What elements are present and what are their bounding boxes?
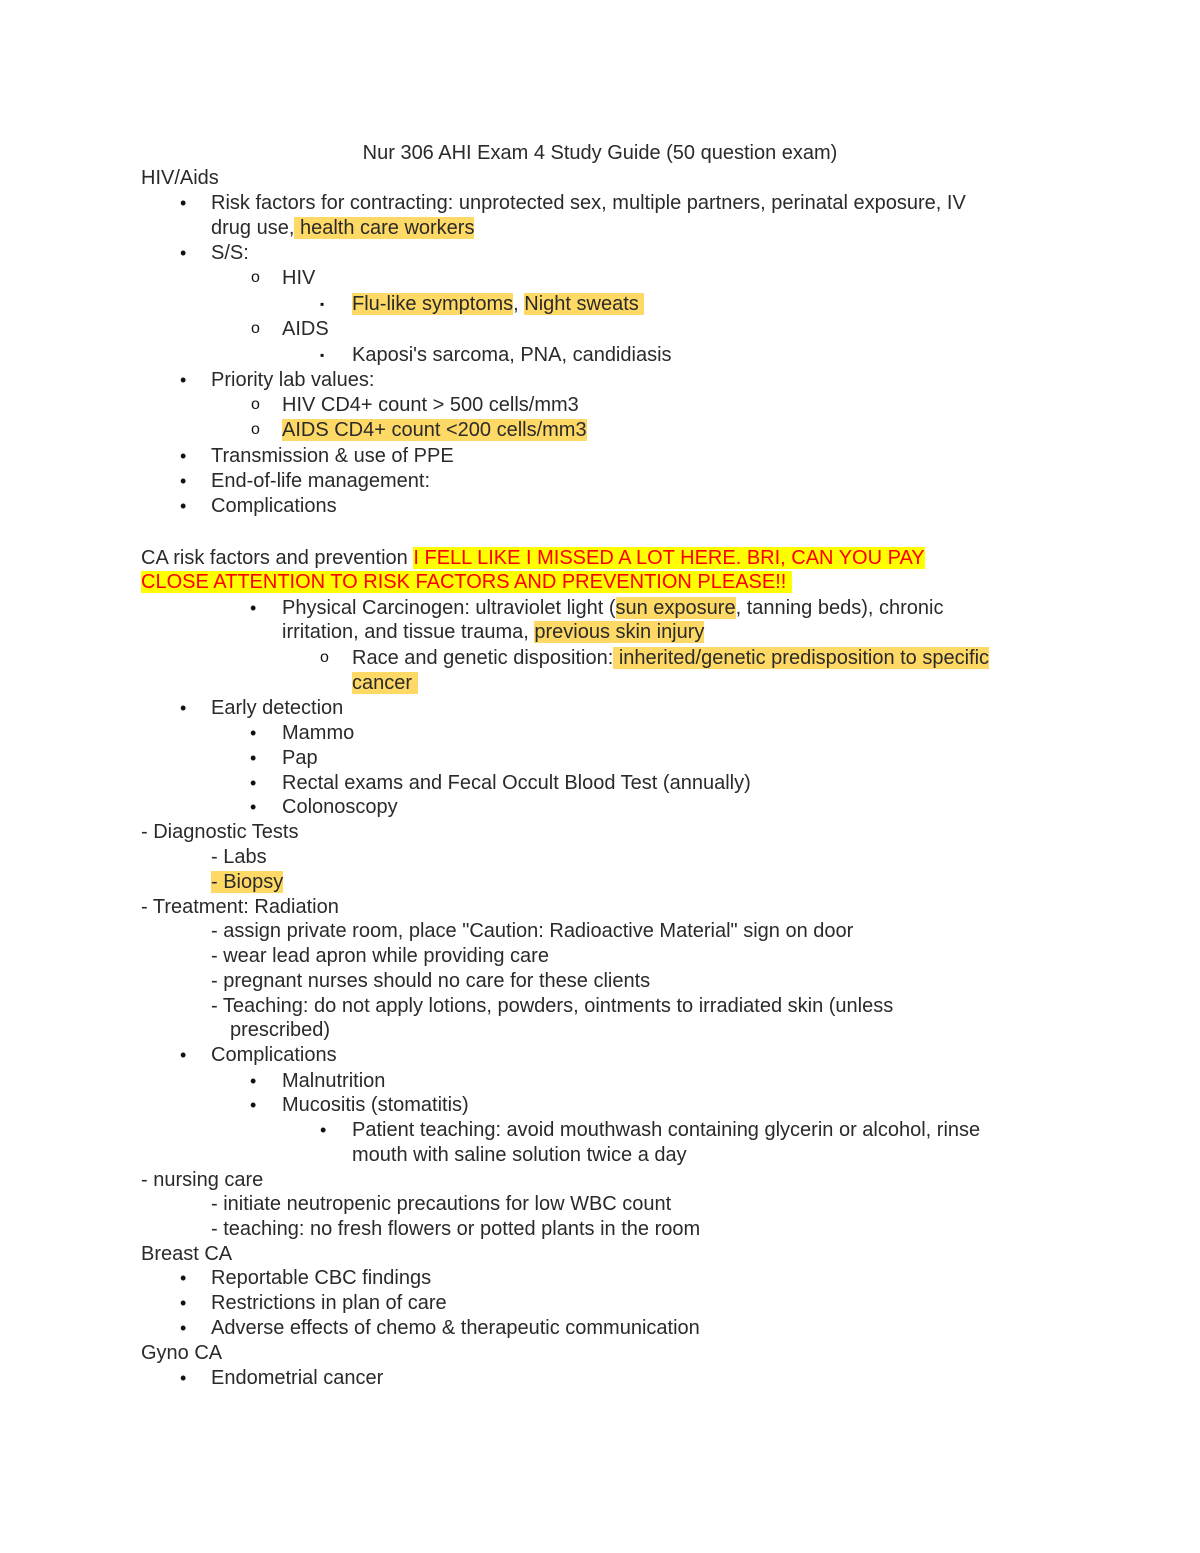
bullet-marker: • [250,723,257,743]
document-line [230,1018,330,1042]
text-segment: HIV/Aids [141,167,219,189]
document-line [282,393,579,417]
text-segment: - wear lead apron while providing care [211,945,549,967]
document-line [141,1242,232,1266]
text-segment: Race and genetic disposition: [352,647,614,669]
text-segment: AIDS [282,318,329,340]
document-line [211,1316,700,1340]
bullet-marker: ▪ [320,348,325,362]
text-segment: Physical Carcinogen: ultraviolet light ( [282,597,616,619]
highlighted-text: - Biopsy [211,871,284,893]
bullet-marker: • [180,1318,187,1338]
bullet-marker: • [250,773,257,793]
text-segment: irritation, and tissue trauma, [282,621,535,643]
text-segment: Restrictions in plan of care [211,1292,447,1314]
bullet-marker: • [250,1095,257,1115]
document-line [352,1118,980,1142]
document-line [141,895,339,919]
bullet-marker: o [251,269,260,286]
highlighted-alert-text: CLOSE ATTENTION TO RISK FACTORS AND PREVENTION PLEASE!! [141,571,792,593]
document-line [282,795,398,819]
bullet-marker: • [180,1293,187,1313]
text-segment: HIV CD4+ count > 500 cells/mm3 [282,394,579,416]
document-line [141,1341,222,1365]
bullet-marker: o [251,421,260,438]
document-line [211,994,893,1018]
document-line [352,292,644,316]
text-segment: Patient teaching: avoid mouthwash containing glycerin or alcohol, rinse [352,1119,981,1141]
document-line [211,1291,447,1315]
document-line [211,1192,671,1216]
document-line [282,620,704,644]
text-segment: - assign private room, place "Caution: Radioactive Material" sign on door [211,920,854,942]
highlighted-text: health care workers [294,217,475,239]
document-line [211,969,650,993]
document-line [211,1217,700,1241]
document-line [282,596,943,620]
document-line [282,721,354,745]
text-segment: mouth with saline solution twice a day [352,1144,687,1166]
text-segment: Breast CA [141,1243,233,1265]
text-segment: - Teaching: do not apply lotions, powders, ointments to irradiated skin (unless [211,995,894,1017]
document-line [211,944,549,968]
document-line [211,368,374,392]
document-line [211,845,267,869]
document-line [352,646,989,670]
document-line [282,317,329,341]
highlighted-text: cancer [352,672,418,694]
text-segment: Reportable CBC findings [211,1267,432,1289]
text-segment: End-of-life management: [211,470,431,492]
bullet-marker: • [180,471,187,491]
document-line [141,1168,263,1192]
document-line [282,1093,469,1117]
text-segment: - pregnant nurses should no care for these clients [211,970,651,992]
document-line [211,870,283,894]
text-segment: Mammo [282,722,355,744]
text-segment: Gyno CA [141,1342,223,1364]
text-segment: HIV [282,267,316,289]
bullet-marker: • [180,370,187,390]
document-line [352,1143,687,1167]
highlighted-alert-text: I FELL LIKE I MISSED A LOT HERE. BRI, CAN YOU PAY [413,547,925,569]
text-segment: , [513,293,525,315]
document-line [352,671,418,695]
document-line [352,343,672,367]
document-line [282,418,587,442]
document-line [211,696,343,720]
bullet-marker: • [180,698,187,718]
bullet-marker: • [250,797,257,817]
bullet-marker: • [320,1120,327,1140]
text-segment: - Labs [211,846,267,868]
text-segment: , tanning beds), chronic [735,597,944,619]
document-line [211,216,474,240]
bullet-marker: ▪ [320,297,325,311]
bullet-marker: • [180,1268,187,1288]
highlighted-text: Night sweats [524,293,645,315]
text-segment: Complications [211,495,337,517]
text-segment: Kaposi's sarcoma, PNA, candidiasis [352,344,672,366]
text-segment: CA risk factors and prevention [141,547,414,569]
highlighted-text: previous skin injury [534,621,705,643]
document-line [282,266,315,290]
text-segment: Mucositis (stomatitis) [282,1094,469,1116]
bullet-marker: o [251,320,260,337]
document-line [211,1043,337,1067]
text-segment: S/S: [211,242,249,264]
document-line [141,166,219,190]
bullet-marker: • [180,193,187,213]
text-segment: Rectal exams and Fecal Occult Blood Test (annually) [282,772,751,794]
bullet-marker: • [250,598,257,618]
text-segment: Colonoscopy [282,796,398,818]
bullet-marker: o [251,396,260,413]
bullet-marker: • [250,1071,257,1091]
bullet-marker: • [180,496,187,516]
document-line [211,494,337,518]
text-segment: Pap [282,747,318,769]
highlighted-text: sun exposure [615,597,736,619]
document-line [211,469,430,493]
text-segment: Complications [211,1044,337,1066]
bullet-marker: o [320,649,329,666]
text-segment: Risk factors for contracting: unprotected sex, multiple partners, perinatal exposure, IV [211,192,966,214]
highlighted-text: Flu-like symptoms [352,293,514,315]
document-line [211,919,853,943]
bullet-marker: • [180,1045,187,1065]
text-segment: Malnutrition [282,1070,386,1092]
text-segment: prescribed) [230,1019,331,1041]
document-line [211,1366,383,1390]
text-segment: - Diagnostic Tests [141,821,299,843]
document-line [141,820,298,844]
highlighted-text: inherited/genetic predisposition to specific [613,647,990,669]
text-segment: drug use, [211,217,295,239]
text-segment: Early detection [211,697,344,719]
text-segment: - teaching: no fresh flowers or potted plants in the room [211,1218,701,1240]
document-line [282,746,318,770]
document-line [282,1069,385,1093]
document-title: Nur 306 AHI Exam 4 Study Guide (50 question exam) [362,142,838,164]
text-segment: Transmission & use of PPE [211,445,454,467]
document-line [141,546,925,570]
bullet-marker: • [180,1368,187,1388]
text-segment: - initiate neutropenic precautions for low WBC count [211,1193,672,1215]
bullet-marker: • [180,243,187,263]
document-line [141,570,792,594]
document-line [211,241,249,265]
highlighted-text: AIDS CD4+ count <200 cells/mm3 [282,419,587,441]
bullet-marker: • [250,748,257,768]
document-line [211,191,966,215]
text-segment: Adverse effects of chemo & therapeutic communication [211,1317,700,1339]
document-line [211,1266,431,1290]
text-segment: - nursing care [141,1169,264,1191]
bullet-marker: • [180,446,187,466]
text-segment: - Treatment: Radiation [141,896,339,918]
text-segment: Endometrial cancer [211,1367,384,1389]
document-line [211,444,454,468]
document-line [282,771,751,795]
text-segment: Priority lab values: [211,369,375,391]
